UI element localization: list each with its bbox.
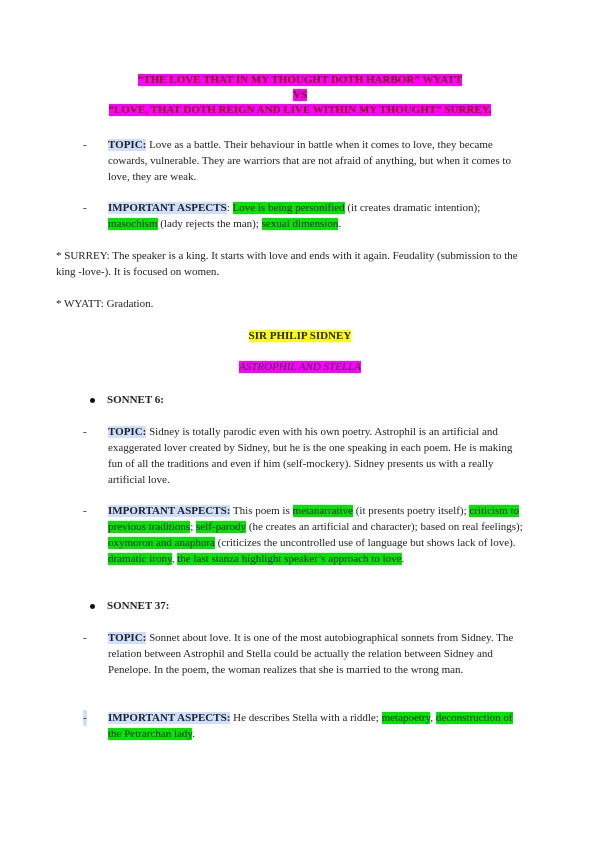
aspects-label: IMPORTANT ASPECTS (108, 202, 227, 214)
sonnet-6-bullet: SONNET 6: (90, 392, 164, 408)
title-line-2: VS (292, 89, 308, 101)
bullet-dot-icon (90, 604, 95, 609)
topic-label: TOPIC: (108, 139, 147, 151)
title-line-1: “THE LOVE THAT IN MY THOUGHT DOTH HARBOR” WYATT (137, 74, 463, 86)
topic-text: Love as a battle. Their behaviour in battle when it comes to love, they became cowards, vulnerable. They are warriors that are not afraid of anything, but when it comes to love, they are weak. (108, 139, 511, 183)
highlight-personified: Love is being personified (232, 202, 345, 214)
wyatt-note: * WYATT: Gradation. (56, 298, 154, 310)
highlight-masochism: masochism (108, 218, 158, 230)
title-line-3: “LOVE, THAT DOTH REIGN AND LIVE WITHIN MY THOUGHT” SURREY. (108, 104, 492, 116)
bullet-dot-icon (90, 398, 95, 403)
astrophil-heading: ASTROPHIL AND STELLA (239, 361, 361, 373)
document-page: “THE LOVE THAT IN MY THOUGHT DOTH HARBOR” WYATT VS “LOVE, THAT DOTH REIGN AND LIVE WITHIN MY THOUGHT” SURREY. - TOPIC: Love as a battle. Their behaviour in battle when it comes to love, they became cowards, vulnerable. They are warriors that are not afraid of anything, but when it comes to love, they are weak. - IMPORTANT ASPECTS: Love is being personified (it creates dramatic intention); masochism (lady rejects the man); sexual dimension. * SURREY: The speaker is a king. It starts with love and ends with it again. Feudality (submission to the king -love-). It is focused on women. * WYATT: Gradation. SIR PHILIP SIDNEY ASTROPHIL AND STELLA SONNET 6: - TOPIC: Sidney is totally parodic even with his own poetry. Astrophil is an artificial and exaggerated lover created by Sidney, but he is the one speaking in each poem. He is making fun of all the traditions and even if him (self-mockery). Sidney presents us with a really artificial love. - IMPORTANT ASPECTS: This poem is metanarrative (it presents poetry itself); criticism to previous traditions; self-parody (he creates an artificial and character); based on real feelings); oxymoron and anaphora (criticizes the uncontrolled use of language but shows lack of love). dramatic irony, the last stanza highlight speaker’s approach to love. SONNET 37: - TOPIC: Sonnet about love. It is one of the most autobiographical sonnets from Sidney. The relation between Astrophil and Stella could be actually the relation between Sidney and Penelope. In the poem, the woman realizes that she is married to the wrong man. - IMPORTANT ASPECTS: He describes Stella with a riddle; metapoetry, deconstruction of the Petrarchan lady. (0, 0, 600, 848)
sidney-heading: SIR PHILIP SIDNEY (248, 330, 352, 342)
sonnet-37-bullet: SONNET 37: (90, 598, 169, 614)
highlight-sexual: sexual dimension (261, 218, 339, 230)
surrey-note: * SURREY: The speaker is a king. It starts with love and ends with it again. Feudality (submission to the king -love-). It is focused on women. (56, 250, 518, 278)
